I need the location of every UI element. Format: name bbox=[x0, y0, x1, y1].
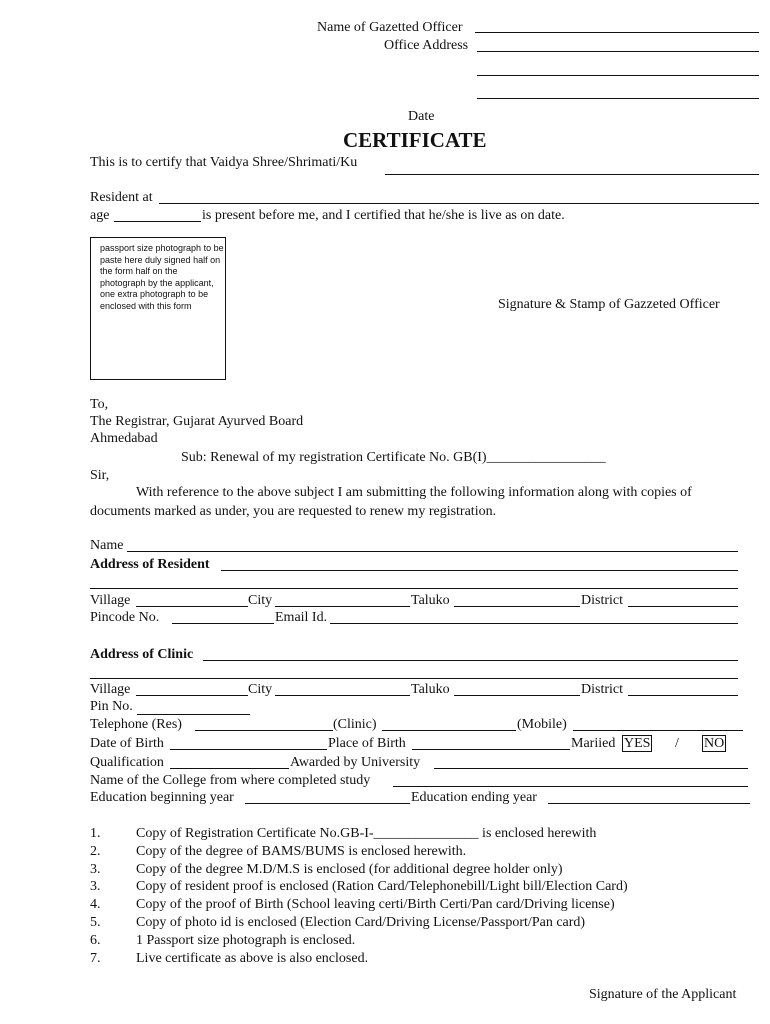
pin-no-field[interactable] bbox=[137, 714, 250, 715]
email-field[interactable] bbox=[330, 623, 738, 624]
village-field[interactable] bbox=[136, 606, 248, 607]
university-field[interactable] bbox=[434, 768, 748, 769]
city-label: City bbox=[248, 593, 273, 608]
edu-end-field[interactable] bbox=[548, 803, 750, 804]
email-label: Email Id. bbox=[275, 610, 328, 625]
page-title: CERTIFICATE bbox=[343, 128, 487, 152]
resident-address-field-2[interactable] bbox=[90, 588, 738, 589]
officer-name-label: Name of Gazetted Officer bbox=[317, 20, 463, 35]
clinic-address-label: Address of Clinic bbox=[90, 647, 194, 662]
qualification-field[interactable] bbox=[170, 768, 289, 769]
enclosure-number: 2. bbox=[90, 844, 101, 859]
resident-field[interactable] bbox=[159, 203, 759, 204]
married-no-option[interactable]: NO bbox=[704, 736, 725, 751]
clinic-city-field[interactable] bbox=[275, 695, 410, 696]
clinic-village-label: Village bbox=[90, 682, 131, 697]
pincode-field[interactable] bbox=[172, 623, 274, 624]
salutation: Sir, bbox=[90, 468, 110, 483]
office-address-label: Office Address bbox=[384, 38, 469, 53]
age-field[interactable] bbox=[114, 221, 201, 222]
district-label: District bbox=[581, 593, 623, 608]
officer-name-field[interactable] bbox=[475, 32, 759, 33]
present-statement: is present before me, and I certified that he/she is live as on date. bbox=[202, 208, 565, 223]
married-separator: / bbox=[675, 736, 679, 751]
taluko-label: Taluko bbox=[411, 593, 450, 608]
subject-line: Sub: Renewal of my registration Certificate No. GB(I)_________________ bbox=[181, 450, 606, 465]
edu-begin-label: Education beginning year bbox=[90, 790, 234, 805]
office-address-field-1[interactable] bbox=[477, 51, 759, 52]
telephone-mobile-label: (Mobile) bbox=[517, 717, 567, 732]
enclosure-item: Copy of Registration Certificate No.GB-I-_______________ is enclosed herewith bbox=[136, 826, 597, 841]
dob-label: Date of Birth bbox=[90, 736, 164, 751]
name-field[interactable] bbox=[127, 551, 738, 552]
enclosure-number: 1. bbox=[90, 826, 101, 841]
qualification-label: Qualification bbox=[90, 755, 164, 770]
office-address-field-2[interactable] bbox=[477, 75, 759, 76]
to-label: To, bbox=[90, 397, 109, 412]
practitioner-name-field[interactable] bbox=[385, 174, 759, 175]
taluko-field[interactable] bbox=[454, 606, 580, 607]
university-label: Awarded by University bbox=[290, 755, 421, 770]
date-label: Date bbox=[408, 109, 435, 124]
enclosure-item: Copy of resident proof is enclosed (Ration Card/Telephonebill/Light bill/Election Card) bbox=[136, 879, 628, 894]
applicant-signature-label: Signature of the Applicant bbox=[589, 987, 737, 1002]
enclosure-item: Copy of the degree M.D/M.S is enclosed (for additional degree holder only) bbox=[136, 862, 563, 877]
pob-label: Place of Birth bbox=[328, 736, 406, 751]
dob-field[interactable] bbox=[170, 749, 327, 750]
age-label: age bbox=[90, 208, 110, 223]
clinic-taluko-field[interactable] bbox=[454, 695, 580, 696]
paragraph-line-1: With reference to the above subject I am submitting the following information along with copies of bbox=[136, 485, 692, 500]
city-field[interactable] bbox=[275, 606, 410, 607]
village-label: Village bbox=[90, 593, 131, 608]
enclosure-number: 4. bbox=[90, 897, 101, 912]
pin-no-label: Pin No. bbox=[90, 699, 133, 714]
resident-label: Resident at bbox=[90, 190, 153, 205]
edu-begin-field[interactable] bbox=[245, 803, 410, 804]
paragraph-line-2: documents marked as under, you are requested to renew my registration. bbox=[90, 504, 497, 519]
telephone-res-field[interactable] bbox=[195, 730, 333, 731]
enclosure-number: 5. bbox=[90, 915, 101, 930]
enclosure-number: 7. bbox=[90, 951, 101, 966]
city-line: Ahmedabad bbox=[90, 431, 158, 446]
enclosure-number: 3. bbox=[90, 879, 101, 894]
clinic-address-field-1[interactable] bbox=[203, 660, 738, 661]
officer-signature-label: Signature & Stamp of Gazzeted Officer bbox=[498, 297, 720, 312]
certify-text: This is to certify that Vaidya Shree/Shrimati/Ku bbox=[90, 155, 358, 170]
resident-address-label: Address of Resident bbox=[90, 557, 210, 572]
married-label: Mariied bbox=[571, 736, 616, 751]
pincode-label: Pincode No. bbox=[90, 610, 160, 625]
clinic-district-label: District bbox=[581, 682, 623, 697]
photo-instructions: passport size photograph to be paste here duly signed half on the form half on the photograph by the applicant, one extra photograph to be enclosed with this form bbox=[100, 243, 224, 311]
clinic-taluko-label: Taluko bbox=[411, 682, 450, 697]
edu-end-label: Education ending year bbox=[411, 790, 537, 805]
clinic-village-field[interactable] bbox=[136, 695, 248, 696]
passport-photo-box bbox=[90, 237, 226, 380]
telephone-clinic-label: (Clinic) bbox=[333, 717, 377, 732]
enclosure-number: 3. bbox=[90, 862, 101, 877]
enclosure-number: 6. bbox=[90, 933, 101, 948]
office-address-field-3[interactable] bbox=[477, 98, 759, 99]
clinic-address-field-2[interactable] bbox=[90, 678, 738, 679]
college-label: Name of the College from where completed study bbox=[90, 773, 371, 788]
name-label: Name bbox=[90, 538, 124, 553]
district-field[interactable] bbox=[628, 606, 738, 607]
enclosure-item: Copy of the degree of BAMS/BUMS is enclosed herewith. bbox=[136, 844, 467, 859]
married-yes-option[interactable]: YES bbox=[624, 736, 651, 751]
registrar-line: The Registrar, Gujarat Ayurved Board bbox=[90, 414, 304, 429]
enclosure-item: Live certificate as above is also enclosed. bbox=[136, 951, 369, 966]
telephone-clinic-field[interactable] bbox=[382, 730, 516, 731]
clinic-city-label: City bbox=[248, 682, 273, 697]
enclosure-item: Copy of photo id is enclosed (Election Card/Driving License/Passport/Pan card) bbox=[136, 915, 586, 930]
college-field[interactable] bbox=[393, 786, 748, 787]
telephone-mobile-field[interactable] bbox=[573, 730, 743, 731]
clinic-district-field[interactable] bbox=[628, 695, 738, 696]
enclosure-item: Copy of the proof of Birth (School leaving certi/Birth Certi/Pan card/Driving license) bbox=[136, 897, 615, 912]
enclosure-item: 1 Passport size photograph is enclosed. bbox=[136, 933, 356, 948]
resident-address-field-1[interactable] bbox=[221, 570, 738, 571]
pob-field[interactable] bbox=[412, 749, 570, 750]
telephone-res-label: Telephone (Res) bbox=[90, 717, 182, 732]
